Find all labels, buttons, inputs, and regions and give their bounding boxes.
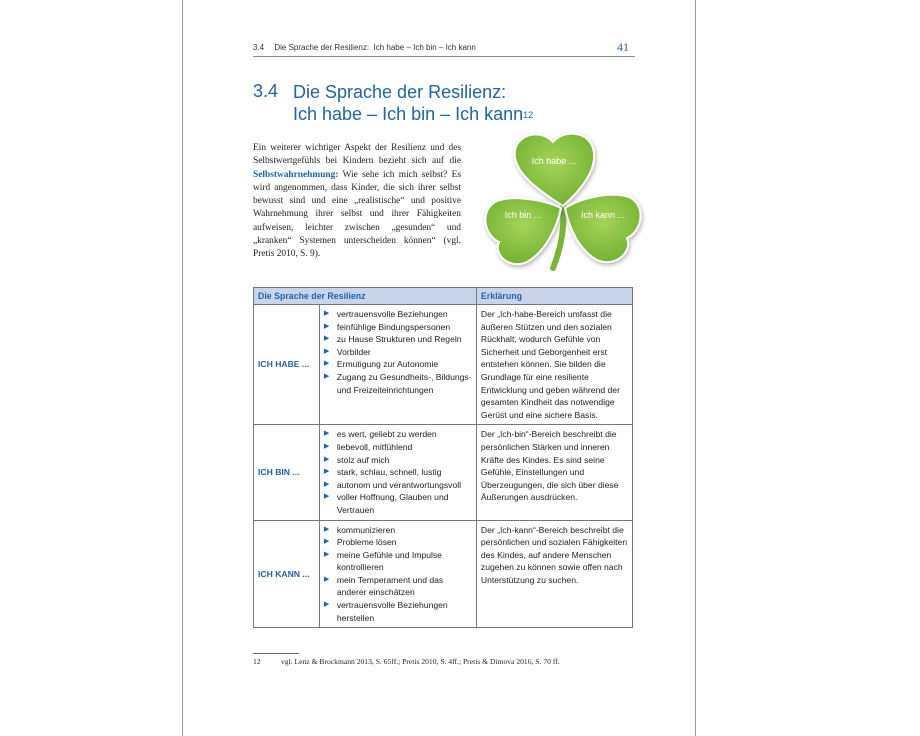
- triangle-bullet-icon: ▶: [323, 372, 330, 380]
- footnote-rule: [253, 653, 299, 654]
- footnote-ref: 12: [523, 110, 534, 120]
- list-item-text: Zugang zu Gesundheits-, Bildungs- und Freizeiteinrichtungen: [336, 371, 472, 395]
- list-item: [324, 549, 472, 574]
- list-item: [324, 358, 472, 371]
- triangle-bullet-icon: ▶: [323, 468, 330, 476]
- clover-label-top: Ich habe ...: [531, 156, 577, 166]
- list-item: [324, 321, 472, 334]
- clover-leaf-left: [485, 198, 561, 264]
- resilience-table: [253, 287, 633, 628]
- row-explanation-ich-kann: Der „Ich-kann“-Bereich beschreibt die persönlichen und sozialen Fähigkeiten des Kindes, auf andere Menschen zugehen zu können sowie offen nach Unterstützung zu suchen.: [476, 520, 632, 628]
- triangle-bullet-icon: ▶: [323, 442, 330, 450]
- section-title: [293, 81, 533, 125]
- list-item: [324, 599, 472, 624]
- page-number: 41: [617, 40, 629, 54]
- table-row: [254, 305, 633, 425]
- list-item: [324, 308, 472, 321]
- section-title-line2: [293, 103, 533, 125]
- row-label-ich-bin: ICH BIN ...: [254, 425, 320, 520]
- list-item: [324, 491, 472, 516]
- list-item-text: autonom und verantwortungsvoll: [336, 479, 462, 490]
- list-item: [324, 333, 472, 346]
- list-item-text: voller Hoffnung, Glauben und Vertrauen: [336, 492, 449, 515]
- footnote: [253, 657, 560, 666]
- list-item: [324, 428, 472, 441]
- section-number: 3.4: [253, 81, 279, 101]
- list-item: [324, 524, 472, 537]
- triangle-bullet-icon: ▶: [323, 601, 330, 609]
- list-item: [324, 466, 472, 479]
- triangle-bullet-icon: ▶: [323, 347, 330, 355]
- list-item-text: mein Temperament und das anderer einschätzen: [336, 574, 444, 598]
- list-item: [324, 346, 472, 359]
- table-row: [254, 520, 633, 628]
- list-item-text: feinfühlige Bindungspersonen: [336, 321, 451, 332]
- triangle-bullet-icon: ▶: [323, 335, 330, 343]
- clover-illustration: [481, 128, 646, 278]
- triangle-bullet-icon: ▶: [323, 493, 330, 501]
- running-header-title: Die Sprache der Resilienz: Ich habe – Ich bin – Ich kann: [274, 43, 476, 52]
- section-title-line1: Die Sprache der Resilienz:: [293, 82, 507, 102]
- list-item-text: Probleme lösen: [336, 537, 397, 548]
- header-rule: [253, 56, 635, 57]
- list-item: [324, 536, 472, 549]
- running-header: [253, 43, 476, 52]
- list-item: [324, 479, 472, 492]
- intro-highlight: Selbstwahrnehmung:: [253, 169, 339, 180]
- list-item-text: stolz auf mich: [336, 454, 390, 465]
- table-row: [254, 425, 633, 520]
- intro-paragraph: [253, 142, 461, 262]
- table-header-explanation: Erklärung: [476, 288, 632, 305]
- list-item: [324, 441, 472, 454]
- triangle-bullet-icon: ▶: [323, 525, 330, 533]
- list-item-text: stark, schlau, schnell, lustig: [336, 467, 442, 478]
- intro-text-after: Wie sehe ich mich selbst? Es wird angenommen, dass Kinder, die sich ihrer selbst bewusst sind und eine „realistische“ und positive Wahrnehmung ihrer selbst und ihrer Fähigkeiten aufweisen, leichter zwischen „gesunden“ und „kranken“ Systemen unterscheiden können“ (vgl. Pretis 2010, S. 9).: [253, 169, 461, 260]
- list-item-text: Vorbilder: [336, 346, 371, 357]
- clover-label-left: Ich bin ...: [504, 210, 542, 220]
- list-item-text: kommunizieren: [336, 524, 396, 535]
- list-item-text: vertrauensvolle Beziehungen herstellen: [336, 600, 448, 623]
- list-item: [324, 454, 472, 467]
- intro-text-before: Ein weiterer wichtiger Aspekt der Resilienz und des Selbstwertgefühls bei Kindern bezieht sich auf die: [253, 143, 461, 167]
- triangle-bullet-icon: ▶: [323, 480, 330, 488]
- list-item-text: liebevoll, mitfühlend: [336, 441, 413, 452]
- book-page: [182, 0, 696, 736]
- clover-label-right: Ich kann ...: [580, 210, 626, 220]
- table-header-row: [254, 288, 633, 305]
- row-items-ich-habe: [319, 305, 476, 425]
- list-item: [324, 371, 472, 396]
- list-item: [324, 574, 472, 599]
- list-item-text: meine Gefühle und Impulse kontrollieren: [336, 549, 442, 573]
- triangle-bullet-icon: ▶: [323, 360, 330, 368]
- list-item-text: Ermutigung zur Autonomie: [336, 359, 439, 370]
- row-explanation-ich-habe: Der „Ich-habe-Bereich umfasst die äußeren Stützen und den sozialen Rückhalt, wodurch Gefühle von Sicherheit und Geborgenheit erst entstehen können. Sie bilden die Grundlage für eine resiliente Entwicklung und geben während der gesamten Kindheit das notwendige Gerüst und eine sichere Basis.: [476, 305, 632, 425]
- row-items-ich-bin: [319, 425, 476, 520]
- triangle-bullet-icon: ▶: [323, 550, 330, 558]
- row-explanation-ich-bin: Der „Ich-bin“-Bereich beschreibt die persönlichen Stärken und inneren Kräfte des Kindes. Es sind seine Gefühle, Einstellungen und Überzeugungen, die sich über diese Äußerungen ausdrücken.: [476, 425, 632, 520]
- footnote-text: vgl. Lenz & Brockmann 2013, S. 65ff.; Pretis 2010, S. 4ff.; Pretis & Dimova 2016, S. 70 ff.: [281, 657, 560, 666]
- triangle-bullet-icon: ▶: [323, 322, 330, 330]
- row-items-ich-kann: [319, 520, 476, 628]
- footnote-number: 12: [253, 657, 261, 666]
- triangle-bullet-icon: ▶: [323, 310, 330, 317]
- section-title-line2-text: Ich habe – Ich bin – Ich kann: [293, 104, 524, 124]
- clover-leaf-top: [515, 134, 595, 206]
- triangle-bullet-icon: ▶: [323, 430, 330, 438]
- running-header-section: 3.4: [253, 43, 265, 52]
- table-header-language: Die Sprache der Resilienz: [254, 288, 477, 305]
- list-item-text: vertrauensvolle Beziehungen: [336, 309, 448, 319]
- clover-leaf-right: [565, 195, 641, 262]
- list-item-text: zu Hause Strukturen und Regeln: [336, 334, 462, 345]
- triangle-bullet-icon: ▶: [323, 538, 330, 546]
- list-item-text: es wert, geliebt zu werden: [336, 429, 437, 440]
- triangle-bullet-icon: ▶: [323, 455, 330, 463]
- triangle-bullet-icon: ▶: [323, 575, 330, 583]
- row-label-ich-kann: ICH KANN ...: [254, 520, 320, 628]
- row-label-ich-habe: ICH HABE ...: [254, 305, 320, 425]
